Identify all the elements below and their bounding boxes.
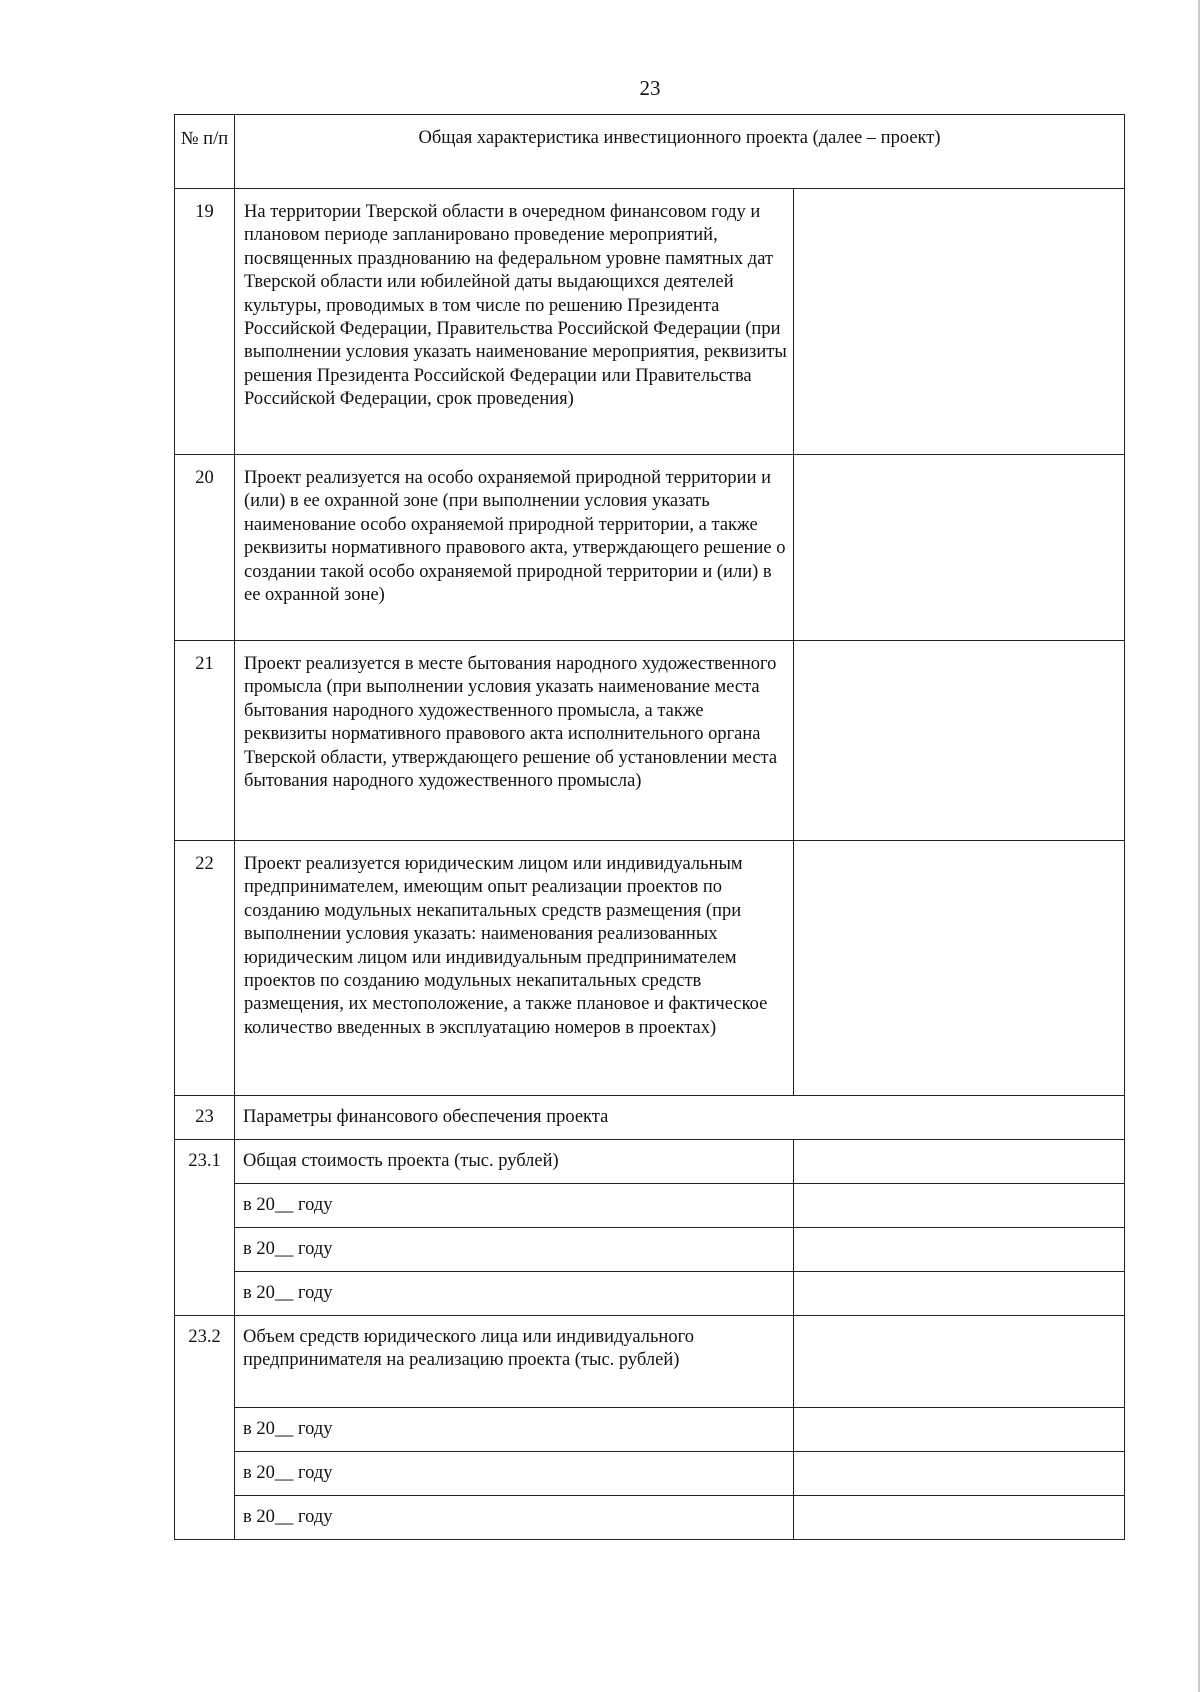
header-num	[175, 115, 235, 189]
header-title	[235, 115, 1125, 189]
row-description: Проект реализуется на особо охраняемой природной территории и (или) в ее охранной зоне (при выполнении условия указать наименование особо охраняемой природной территории, а также реквизиты нормативного правового акта, утверждающего решение о создании такой особо охраняемой природной территории и (или) в ее охранной зоне)	[235, 455, 794, 641]
table-header-row	[175, 115, 1125, 189]
year-label: в 20__ году	[235, 1452, 794, 1496]
table-row	[175, 641, 1125, 841]
row-value-cell	[794, 1316, 1125, 1408]
row-description: Параметры финансового обеспечения проекта	[235, 1096, 1125, 1140]
table-row	[175, 841, 1125, 1096]
row-num: 21	[175, 641, 235, 841]
year-label: в 20__ году	[235, 1184, 794, 1228]
row-description: Объем средств юридического лица или индивидуального предпринимателя на реализацию проекта (тыс. рублей)	[235, 1316, 794, 1408]
row-value-cell	[794, 641, 1125, 841]
table-row-section-23	[175, 1096, 1125, 1140]
table-row	[175, 1140, 1125, 1184]
year-row	[175, 1184, 1125, 1228]
table-row	[175, 189, 1125, 455]
year-row	[175, 1408, 1125, 1452]
table-row	[175, 455, 1125, 641]
header-num-label: № п/п	[180, 129, 229, 149]
table-row	[175, 1316, 1125, 1408]
row-num: 23.1	[175, 1140, 235, 1316]
row-value-cell	[794, 455, 1125, 641]
row-description: Проект реализуется юридическим лицом или индивидуальным предпринимателем, имеющим опыт реализации проектов по созданию модульных некапитальных средств размещения (при выполнении условия указать: наименования реализованных юридическим лицом или индивидуальным предпринимателем проектов по созданию модульных некапитальных средств размещения, их местоположение, а также плановое и фактическое количество введенных в эксплуатацию номеров в проектах)	[235, 841, 794, 1096]
year-value-cell	[794, 1184, 1125, 1228]
year-label: в 20__ году	[235, 1408, 794, 1452]
header-title-label: Общая характеристика инвестиционного проекта (далее – проект)	[418, 128, 941, 148]
year-label: в 20__ году	[235, 1272, 794, 1316]
year-value-cell	[794, 1272, 1125, 1316]
year-row	[175, 1452, 1125, 1496]
year-value-cell	[794, 1408, 1125, 1452]
year-value-cell	[794, 1496, 1125, 1540]
row-value-cell	[794, 1140, 1125, 1184]
row-num: 23.2	[175, 1316, 235, 1540]
year-row	[175, 1272, 1125, 1316]
row-value-cell	[794, 189, 1125, 455]
row-description: Общая стоимость проекта (тыс. рублей)	[235, 1140, 794, 1184]
row-description: Проект реализуется в месте бытования народного художественного промысла (при выполнении условия указать наименование места бытования народного художественного промысла, а также реквизиты нормативного правового акта исполнительного органа Тверской области, утверждающего решение об установлении места бытования народного художественного промысла)	[235, 641, 794, 841]
year-row	[175, 1228, 1125, 1272]
row-num: 19	[175, 189, 235, 455]
row-num: 22	[175, 841, 235, 1096]
year-row	[175, 1496, 1125, 1540]
row-value-cell	[794, 841, 1125, 1096]
page-number: 23	[639, 76, 661, 100]
row-num: 20	[175, 455, 235, 641]
row-description: На территории Тверской области в очередном финансовом году и плановом периоде запланировано проведение мероприятий, посвященных празднованию на федеральном уровне памятных дат Тверской области или юбилейной даты выдающихся деятелей культуры, проводимых в том числе по решению Президента Российской Федерации, Правительства Российской Федерации (при выполнении условия указать наименование мероприятия, реквизиты решения Президента Российской Федерации или Правительства Российской Федерации, срок проведения)	[235, 189, 794, 455]
investment-project-table	[174, 114, 1125, 1540]
year-value-cell	[794, 1452, 1125, 1496]
year-label: в 20__ году	[235, 1496, 794, 1540]
row-num: 23	[175, 1096, 235, 1140]
year-label: в 20__ году	[235, 1228, 794, 1272]
year-value-cell	[794, 1228, 1125, 1272]
